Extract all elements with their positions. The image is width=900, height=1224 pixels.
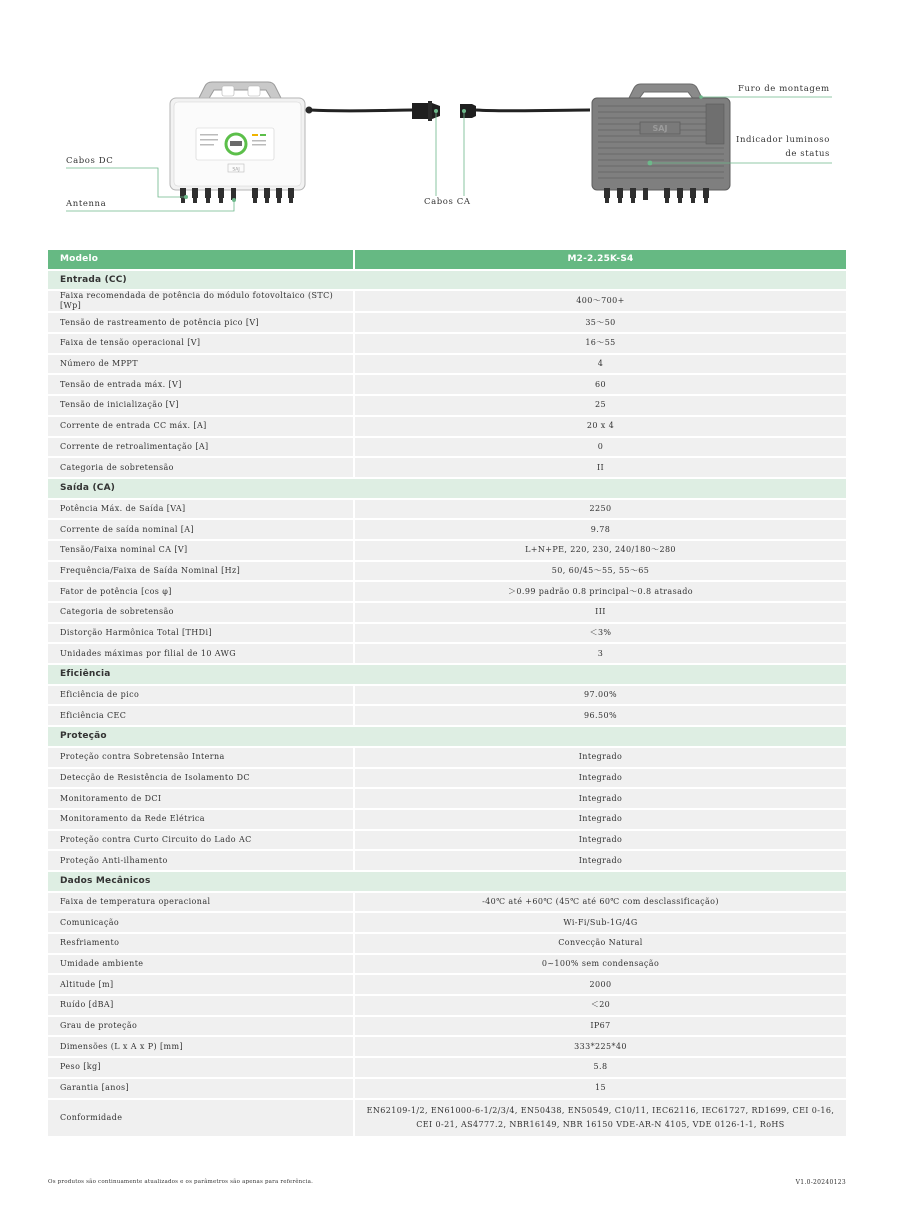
table-row: [48, 892, 846, 913]
table-row: [48, 457, 846, 478]
spec-label: Frequência/Faixa de Saída Nominal [Hz]: [48, 561, 354, 582]
spec-label: Faixa de temperatura operacional: [48, 892, 354, 913]
section-title: Proteção: [48, 726, 846, 747]
spec-value: 5.8: [354, 1057, 846, 1078]
spec-label: Ruído [dBA]: [48, 995, 354, 1016]
spec-table: [48, 250, 846, 1138]
spec-label: Faixa recomendada de potência do módulo fotovoltaico (STC) [Wp]: [48, 290, 354, 312]
table-row: [48, 519, 846, 540]
spec-value: 50, 60/45～55, 55～65: [354, 561, 846, 582]
spec-value: Integrado: [354, 747, 846, 768]
header-label: Modelo: [48, 250, 354, 270]
spec-label: Unidades máximas por filial de 10 AWG: [48, 643, 354, 664]
spec-value: Wi-Fi/Sub-1G/4G: [354, 912, 846, 933]
spec-value: 4: [354, 354, 846, 375]
mounting-hole-callout: Furo de montagem: [738, 84, 830, 94]
table-row: [48, 705, 846, 726]
table-row: [48, 643, 846, 664]
spec-value: -40℃ até +60℃ (45℃ até 60℃ com desclassificação): [354, 892, 846, 913]
antenna-callout: Antenna: [66, 199, 107, 209]
table-row: [48, 290, 846, 312]
spec-label: Potência Máx. de Saída [VA]: [48, 499, 354, 520]
table-row: [48, 830, 846, 851]
table-row: [48, 995, 846, 1016]
spec-value: 97.00%: [354, 685, 846, 706]
spec-label: Altitude [m]: [48, 974, 354, 995]
spec-label: Peso [kg]: [48, 1057, 354, 1078]
table-row: [48, 1016, 846, 1037]
section-title: Eficiência: [48, 664, 846, 685]
spec-label: Eficiência CEC: [48, 705, 354, 726]
table-row: [48, 1078, 846, 1099]
table-row: [48, 747, 846, 768]
spec-value: ＜3%: [354, 623, 846, 644]
spec-value: Integrado: [354, 850, 846, 871]
inverter-back-view: [592, 84, 730, 203]
table-row: [48, 1057, 846, 1078]
table-row: [48, 312, 846, 333]
table-row: [48, 912, 846, 933]
spec-label: Proteção contra Sobretensão Interna: [48, 747, 354, 768]
spec-value: ＜20: [354, 995, 846, 1016]
table-row: [48, 809, 846, 830]
table-row: [48, 437, 846, 458]
status-led-callout-line1: Indicador luminoso: [736, 135, 830, 145]
spec-value: 0: [354, 437, 846, 458]
spec-value: 25: [354, 395, 846, 416]
spec-value: Integrado: [354, 768, 846, 789]
spec-label: Monitoramento da Rede Elétrica: [48, 809, 354, 830]
inverter-front-view: [170, 82, 305, 203]
spec-value: Integrado: [354, 788, 846, 809]
spec-value: 2250: [354, 499, 846, 520]
spec-label: Corrente de saída nominal [A]: [48, 519, 354, 540]
spec-value: 3: [354, 643, 846, 664]
section-title: Dados Mecânicos: [48, 871, 846, 892]
table-row: [48, 333, 846, 354]
spec-label: Número de MPPT: [48, 354, 354, 375]
spec-label: Resfriamento: [48, 933, 354, 954]
table-row: [48, 788, 846, 809]
model-name: M2-2.25K-S4: [354, 250, 846, 270]
spec-value: 9.78: [354, 519, 846, 540]
spec-label: Umidade ambiente: [48, 954, 354, 975]
spec-label: Categoria de sobretensão: [48, 602, 354, 623]
spec-value: 0~100% sem condensação: [354, 954, 846, 975]
table-row: [48, 1099, 846, 1137]
spec-value: II: [354, 457, 846, 478]
spec-label: Fator de potência [cos φ]: [48, 581, 354, 602]
spec-label: Tensão/Faixa nominal CA [V]: [48, 540, 354, 561]
table-row: [48, 561, 846, 582]
section-header-row: [48, 270, 846, 291]
spec-label: Conformidade: [48, 1099, 354, 1137]
spec-value: 333*225*40: [354, 1036, 846, 1057]
product-illustration: [0, 0, 900, 240]
footer-note: Os produtos são continuamente atualizados e os parâmetros são apenas para referência.: [48, 1179, 314, 1185]
spec-value: ＞0.99 padrão 0.8 principal～0.8 atrasado: [354, 581, 846, 602]
spec-value: Convecção Natural: [354, 933, 846, 954]
back-brand-logo: SAJ: [652, 124, 668, 133]
spec-label: Garantia [anos]: [48, 1078, 354, 1099]
table-row: [48, 354, 846, 375]
spec-value: 35～50: [354, 312, 846, 333]
spec-value: 2000: [354, 974, 846, 995]
table-row: [48, 581, 846, 602]
spec-label: Proteção contra Curto Circuito do Lado AC: [48, 830, 354, 851]
spec-value: 16～55: [354, 333, 846, 354]
spec-value: Integrado: [354, 830, 846, 851]
table-row: [48, 623, 846, 644]
spec-label: Categoria de sobretensão: [48, 457, 354, 478]
version-label: V1.0-20240123: [795, 1179, 846, 1186]
section-title: Entrada (CC): [48, 270, 846, 291]
table-row: [48, 416, 846, 437]
table-row: [48, 540, 846, 561]
table-header-row: [48, 250, 846, 270]
spec-value: III: [354, 602, 846, 623]
spec-label: Proteção Anti-ilhamento: [48, 850, 354, 871]
table-row: [48, 602, 846, 623]
spec-value: L+N+PE, 220, 230, 240/180～280: [354, 540, 846, 561]
spec-label: Distorção Harmônica Total [THDi]: [48, 623, 354, 644]
spec-label: Faixa de tensão operacional [V]: [48, 333, 354, 354]
spec-label: Dimensões (L x A x P) [mm]: [48, 1036, 354, 1057]
table-row: [48, 850, 846, 871]
spec-value: IP67: [354, 1016, 846, 1037]
spec-value: 96.50%: [354, 705, 846, 726]
spec-value: 20 x 4: [354, 416, 846, 437]
spec-label: Grau de proteção: [48, 1016, 354, 1037]
table-row: [48, 954, 846, 975]
table-row: [48, 1036, 846, 1057]
spec-label: Tensão de entrada máx. [V]: [48, 374, 354, 395]
spec-label: Tensão de inicialização [V]: [48, 395, 354, 416]
spec-label: Corrente de entrada CC máx. [A]: [48, 416, 354, 437]
dc-cables-callout: Cabos DC: [66, 156, 114, 166]
section-header-row: [48, 478, 846, 499]
section-title: Saída (CA): [48, 478, 846, 499]
spec-label: Monitoramento de DCI: [48, 788, 354, 809]
spec-label: Corrente de retroalimentação [A]: [48, 437, 354, 458]
spec-value: EN62109-1/2, EN61000-6-1/2/3/4, EN50438, EN50549, C10/11, IEC62116, IEC61727, RD1699, CEI 0-16, CEI 0-21, AS4777.2, NBR16149, NBR 16150 VDE-AR-N 4105, VDE 0126-1-1, RoHS: [354, 1099, 846, 1137]
status-led-callout-line2: de status: [785, 149, 830, 159]
spec-value: Integrado: [354, 809, 846, 830]
spec-label: Comunicação: [48, 912, 354, 933]
table-row: [48, 933, 846, 954]
table-row: [48, 974, 846, 995]
spec-label: Eficiência de pico: [48, 685, 354, 706]
table-row: [48, 499, 846, 520]
section-header-row: [48, 726, 846, 747]
section-header-row: [48, 664, 846, 685]
front-brand-logo: SAJ: [232, 167, 240, 173]
table-row: [48, 374, 846, 395]
spec-label: Tensão de rastreamento de potência pico [V]: [48, 312, 354, 333]
spec-label: Detecção de Resistência de Isolamento DC: [48, 768, 354, 789]
table-row: [48, 395, 846, 416]
spec-value: 60: [354, 374, 846, 395]
spec-value: 15: [354, 1078, 846, 1099]
spec-value: 400～700+: [354, 290, 846, 312]
table-row: [48, 768, 846, 789]
section-header-row: [48, 871, 846, 892]
table-row: [48, 685, 846, 706]
ac-cables-callout: Cabos CA: [424, 197, 471, 207]
ac-cable: [306, 101, 591, 196]
